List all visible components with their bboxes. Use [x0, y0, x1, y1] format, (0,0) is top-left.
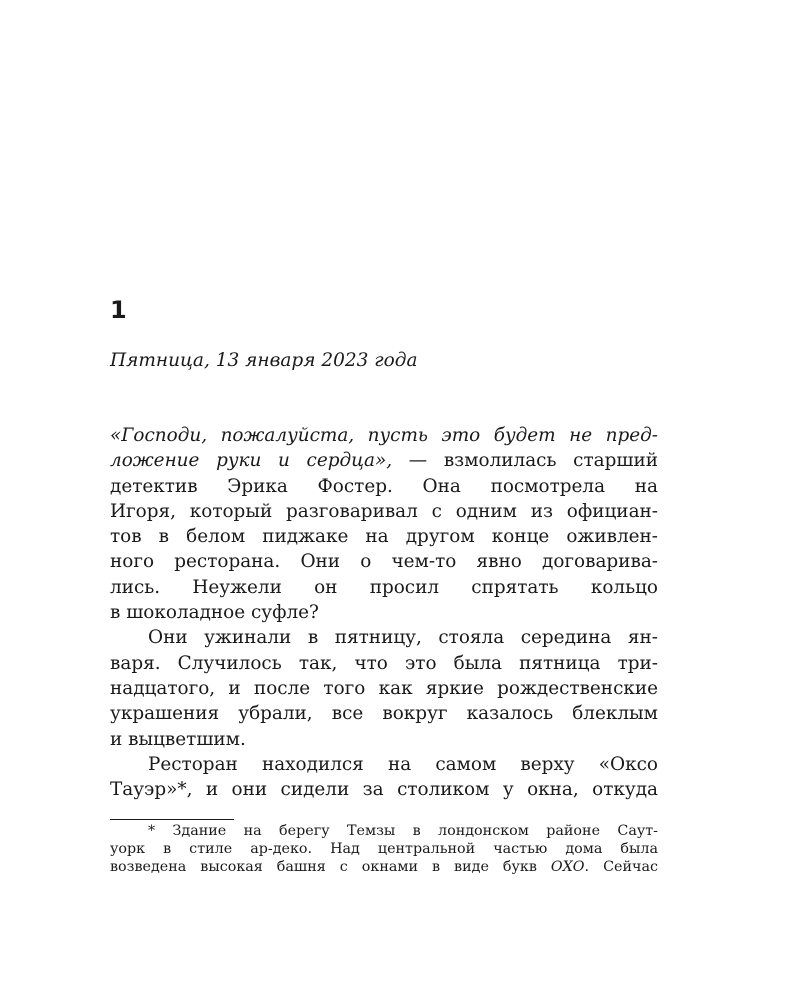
text-line: Тауэр»*, и они сидели за столиком у окна, откуда: [110, 779, 658, 801]
paragraph-1: [110, 423, 658, 625]
text-line: лись. Неужели он просил спрятать кольцо: [110, 576, 658, 598]
text-line: Ресторан находился на самом верху «Оксо: [148, 753, 658, 775]
text-line: Они ужинали в пятницу, стояла середина ян-: [148, 627, 658, 649]
footnote-line: уорк в стиле ар-деко. Над центральной частью дома была: [110, 841, 658, 857]
text-line: и выцветшим.: [110, 728, 246, 750]
body-text: [110, 423, 658, 802]
footnote-divider: [110, 819, 234, 820]
text-line: детектив Эрика Фостер. Она посмотрела на: [110, 475, 658, 497]
text-line: ного ресторана. Они о чем-то явно договарива-: [110, 551, 658, 573]
text-line: в шоколадное суфле?: [110, 602, 319, 624]
text-line: варя. Случилось так, что это была пятница три-: [110, 652, 658, 674]
text-line: «Господи, пожалуйста, пусть это будет не пред-: [110, 425, 658, 446]
text-line: тов в белом пиджаке на другом конце оживлен-: [110, 526, 658, 548]
chapter-date: Пятница, 13 января 2023 года: [110, 350, 418, 371]
footnote: [110, 822, 658, 876]
text-line: надцатого, и после того как яркие рождественские: [110, 677, 658, 699]
paragraph-2: [110, 625, 658, 751]
chapter-number: 1: [110, 296, 127, 324]
footnote-line: * Здание на берегу Темзы в лондонском районе Саут-: [148, 823, 658, 839]
paragraph-3: [110, 752, 658, 803]
text-line: украшения убрали, все вокруг казалось блеклым: [110, 703, 658, 725]
footnote-line: возведена высокая башня с окнами в виде букв ОХО. Сейчас: [110, 859, 658, 875]
text-line: Игоря, который разговаривал с одним из официан-: [110, 500, 658, 522]
text-line: ложение руки и сердца», — взмолилась старший: [110, 450, 658, 472]
